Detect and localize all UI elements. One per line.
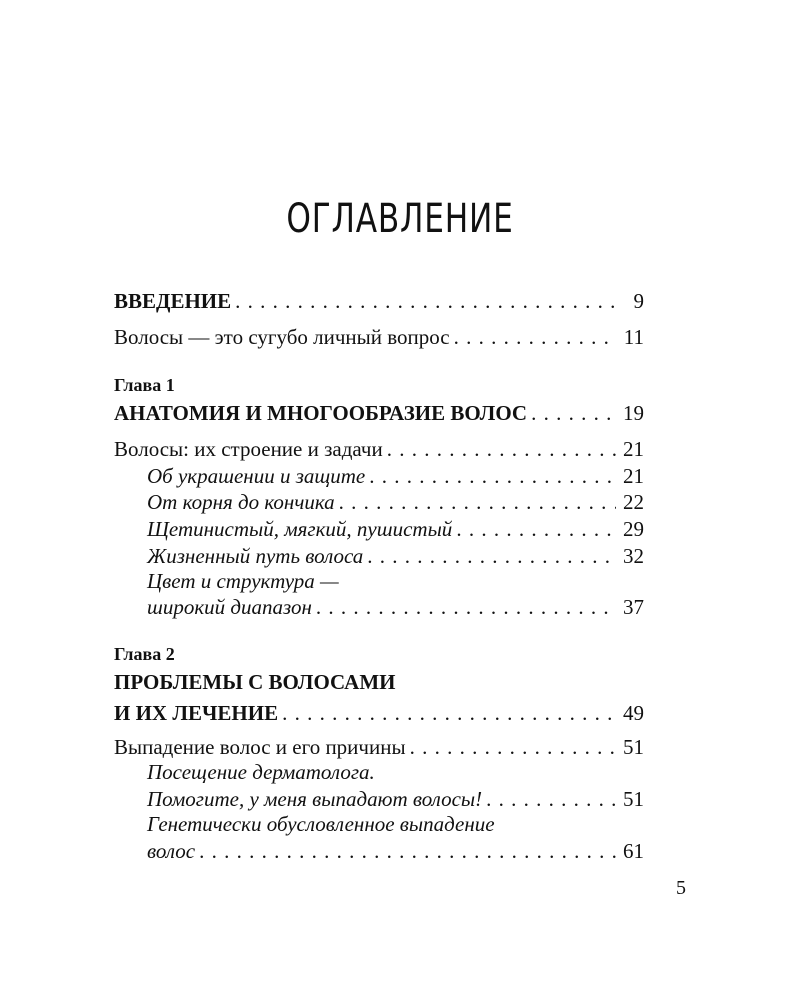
toc-page-number: 37 — [623, 595, 644, 619]
toc-entry-intro-sub[interactable] — [114, 324, 644, 350]
toc-page-number: 9 — [633, 289, 644, 313]
toc-entry-intro[interactable] — [114, 288, 644, 314]
toc-entry-label: Волосы: их строение и задачи — [114, 437, 383, 461]
chapter-2-label: Глава 2 — [114, 644, 175, 664]
toc-entry-ch2-section-1[interactable] — [114, 734, 644, 760]
toc-entry-ch2-sub-a[interactable] — [147, 786, 644, 812]
toc-entry-label: Щетинистый, мягкий, пушистый — [147, 517, 453, 541]
toc-page-number: 11 — [623, 325, 644, 349]
leader-dots — [456, 516, 616, 542]
leader-dots — [235, 288, 616, 314]
toc-entry-label: Помогите, у меня выпадают волосы! — [147, 787, 483, 811]
toc-page-number: 51 — [623, 735, 644, 759]
leader-dots — [486, 786, 616, 812]
toc-page-number: 29 — [623, 517, 644, 541]
leader-dots — [410, 734, 616, 760]
leader-dots — [282, 700, 616, 726]
page-number: 5 — [676, 877, 686, 899]
toc-entry-ch1-sub-b[interactable] — [147, 489, 644, 515]
leader-dots — [454, 324, 616, 350]
toc-entry-ch1-section-1[interactable] — [114, 436, 644, 462]
toc-entry-ch2-sub-b-line1[interactable]: Генетически обусловленное выпадение — [147, 812, 495, 836]
toc-entry-label: ВВЕДЕНИЕ — [114, 289, 232, 313]
toc-page-number: 51 — [623, 787, 644, 811]
chapter-1-label: Глава 1 — [114, 375, 175, 395]
toc-page-number: 22 — [623, 490, 644, 514]
toc-entry-ch2-sub-a-line1[interactable]: Посещение дерматолога. — [147, 760, 375, 784]
leader-dots — [316, 594, 616, 620]
toc-entry-label: волос — [147, 839, 196, 863]
toc-page-number: 49 — [623, 701, 644, 725]
leader-dots — [369, 463, 616, 489]
leader-dots — [531, 400, 616, 426]
toc-entry-ch1-sub-e-line1[interactable]: Цвет и структура — — [147, 569, 339, 593]
toc-entry-label: И ИХ ЛЕЧЕНИЕ — [114, 701, 279, 725]
toc-entry-chapter-2[interactable] — [114, 700, 644, 726]
toc-entry-label: Выпадение волос и его причины — [114, 735, 406, 759]
toc-page-number: 61 — [623, 839, 644, 863]
toc-page-number: 21 — [623, 464, 644, 488]
toc-entry-ch1-sub-a[interactable] — [147, 463, 644, 489]
toc-entry-label: От корня до кончика — [147, 490, 335, 514]
toc-entry-ch1-sub-c[interactable] — [147, 516, 644, 542]
toc-entry-chapter-2-line1[interactable]: ПРОБЛЕМЫ С ВОЛОСАМИ — [114, 670, 396, 694]
toc-entry-label: АНАТОМИЯ И МНОГООБРАЗИЕ ВОЛОС — [114, 401, 528, 425]
toc-entry-label: Волосы — это сугубо личный вопрос — [114, 325, 450, 349]
toc-entry-ch2-sub-b[interactable] — [147, 838, 644, 864]
page-title: ОГЛАВЛЕНИЕ — [286, 196, 514, 242]
toc-entry-ch1-sub-e[interactable] — [147, 594, 644, 620]
toc-entry-label: Об украшении и защите — [147, 464, 366, 488]
toc-entry-chapter-1[interactable] — [114, 400, 644, 426]
toc-entry-ch1-sub-d[interactable] — [147, 543, 644, 569]
leader-dots — [199, 838, 616, 864]
leader-dots — [367, 543, 616, 569]
toc-page-number: 21 — [623, 437, 644, 461]
toc-entry-label: Жизненный путь волоса — [147, 544, 364, 568]
toc-page-number: 19 — [623, 401, 644, 425]
toc-entry-label: широкий диапазон — [147, 595, 312, 619]
toc-page-number: 32 — [623, 544, 644, 568]
leader-dots — [387, 436, 616, 462]
leader-dots — [339, 489, 616, 515]
